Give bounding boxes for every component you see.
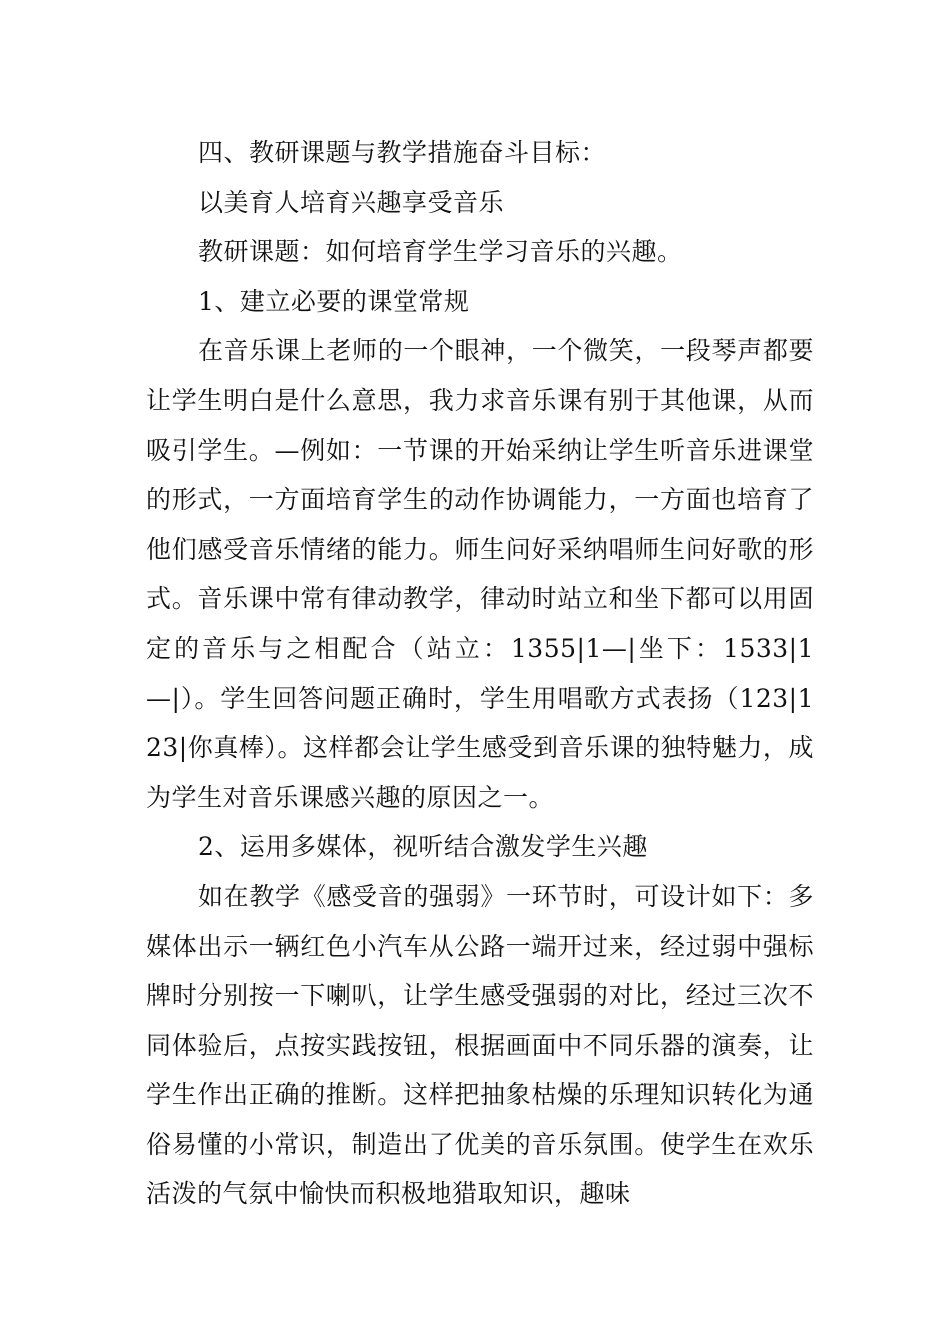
document-body — [146, 128, 814, 1219]
subheading-1: 1、建立必要的课堂常规 — [198, 286, 470, 316]
subheading-2: 2、运用多媒体，视听结合激发学生兴趣 — [198, 832, 648, 862]
goal-line: 以美育人培育兴趣享受音乐 — [198, 187, 505, 217]
section-heading: 四、教研课题与教学措施奋斗目标： — [198, 138, 607, 167]
paragraph-2: 如在教学《感受音的强弱》一环节时，可设计如下：多媒体出示一辆红色小汽车从公路一端开过来，经过弱中强标牌时分别按一下喇叭，让学生感受强弱的对比，经过三次不同体验后，点按实践按钮，根据画面中不同乐器的演奏，让学生作出正确的推断。这样把抽象枯燥的乐理知识转化为通俗易懂的小常识，制造出了优美的音乐氛围。使学生在欢乐活泼的气氛中愉快而积极地猎取知识，趣味 — [146, 881, 814, 1209]
paragraph-1: 在音乐课上老师的一个眼神，一个微笑，一段琴声都要让学生明白是什么意思，我力求音乐课有别于其他课，从而吸引学生。—例如：一节课的开始采纳让学生听音乐进课堂的形式，一方面培育学生的动作协调能力，一方面也培育了他们感受音乐情绪的能力。师生问好采纳唱师生问好歌的形式。音乐课中常有律动教学，律动时站立和坐下都可以用固定的音乐与之相配合（站立：1355|1—|坐下：1533|1—|）。学生回答问题正确时，学生用唱歌方式表扬（123|123|你真棒）。这样都会让学生感受到音乐课的独特魅力，成为学生对音乐课感兴趣的原因之一。 — [146, 336, 814, 812]
research-topic: 教研课题：如何培育学生学习音乐的兴趣。 — [198, 237, 683, 267]
